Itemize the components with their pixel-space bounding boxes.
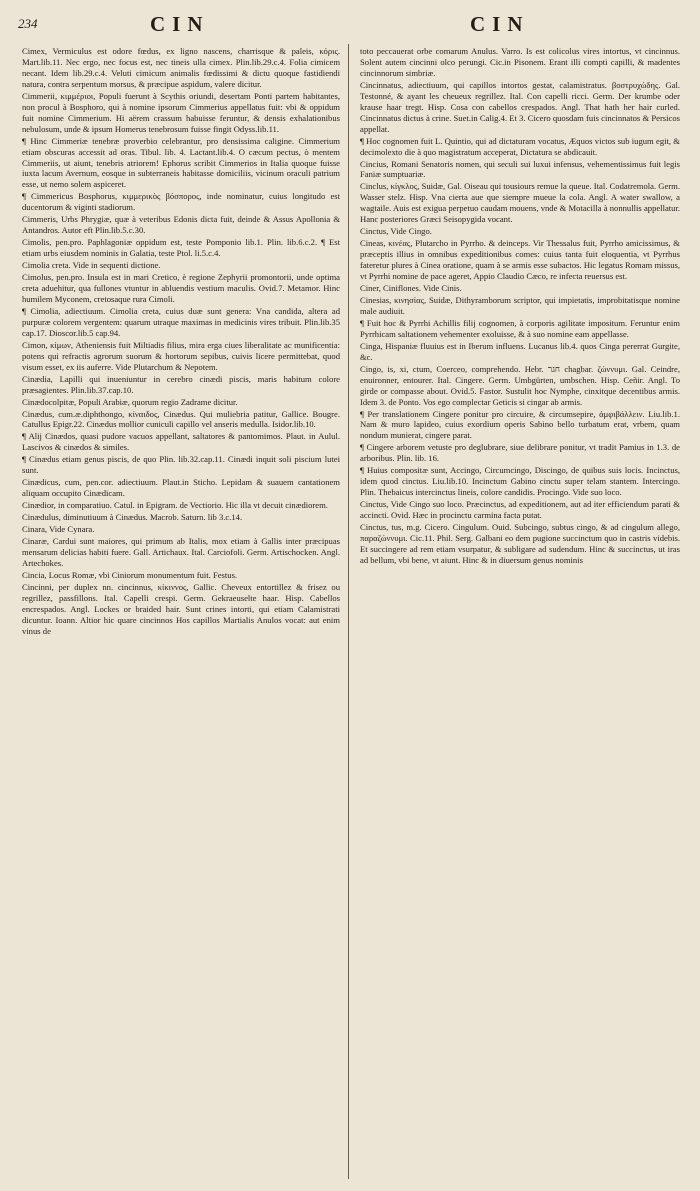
entry: Cinclus, κίγκλος, Suidæ, Gal. Oiseau qui tousiours remue la queue. Ital. Codatremola. Germ. Wasser stelz. Hisp. Vna cierta aue que siempre mueue la cola. Angl. A water swallow, a wagtaile. Auis est exigua perpetuo caudam mouens, vnde & Motacilla à nonnullis appellatur. Hanc posteriores Græci Seisopygida vocant. bbox=[360, 181, 680, 225]
page-header bbox=[0, 12, 700, 38]
entry: ¶ Hoc cognomen fuit L. Quintio, qui ad dictaturam vocatus, Æquos victos sub iugum egit, & decimolexto die à quo magistratum acceperat, Dictatura se abdicauit. bbox=[360, 135, 680, 157]
entry: Cimolus, pen.pro. Insula est in mari Cretico, è regione Zephyrii promontorii, unde optima creta aduehitur, qua fullones vtuntur in abluendis vestium maculis. Ovid.7. Metamor. Hinc humilem Myconem, cretosaque rura Cimoli. bbox=[22, 272, 340, 304]
entry: Cimmerii, κιμμέριοι, Populi fuerunt à Scythis oriundi, desertam Ponti partem habitantes, non procul à Bosphoro, qui à nomine ipsorum Cimmerius appellatus fuit: vbi & oppidum fuit nomine Cimmerium. Hi aërem crassum habuisse feruntur, & densis exhalationibus nebulosum, unde & ipsum Homerus tenebrosum fuisse fingit Odyss.lib.11. bbox=[22, 90, 340, 134]
entry: Ciner, Ciniflones. Vide Cinis. bbox=[360, 283, 462, 294]
entry: Cingo, is, xi, ctum, Coerceo, comprehendo. Hebr. חגר chagbar. ζώννυμι. Gal. Ceindre, enuironner, entourer. Ital. Cingere. Germ. Umbgürten, umbschen. Hisp. Ceñir. Angl. To girde or compasse about. Ovid.5. Fastor. Sustulit hoc Nymphe, cinxitque decentibus armis. Idem 3. de Ponto. Vos ego complectar Geticis si cingar ab armis. bbox=[360, 363, 680, 407]
entry: Cimmeris, Urbs Phrygiæ, quæ à veteribus Edonis dicta fuit, deinde & Assus Apollonia & Antandros. Autor eft Plin.lib.5.c.30. bbox=[22, 214, 340, 236]
entry: ¶ Cinædus etiam genus piscis, de quo Plin. lib.32.cap.11. Cinædi inquit soli piscium lutei sunt. bbox=[22, 454, 340, 476]
entry: Cinara, Vide Cynara. bbox=[22, 524, 95, 535]
entry: Cinctus, Vide Cingo suo loco. Præcinctus, ad expeditionem, aut ad iter efficiendum parati & accincti. Ovid. Hæc in procinctu carmina facta putat. bbox=[360, 499, 680, 521]
entry: Cinædior, in comparatiuo. Catul. in Epigram. de Vectiorio. Hic illa vt decuit cinædiorem. bbox=[22, 500, 328, 511]
entry: Cimon, κίμων, Atheniensis fuit Miltiadis filius, mira erga ciues liberalitate ac munificentia: potens qui refractis agrorum suorum & hortorum sepibus, cuivis licere permittebat, quod visum esset, ex iis auferre. Vide Plutarchum & Nepotem. bbox=[22, 339, 340, 372]
entry: Cinctus, tus, m.g. Cicero. Cingulum. Ouid. Subcingo, subtus cingo, & ad cingulum allego, παραζώννυμι. Cic.11. Phil. Serg. Galbani eo dem pugione succinctum quo in castris videbis. Et succingere ad rem etiam vsurpatur, & subligare ad sudendum. Hinc & succinctus, ut iras ad bellum, vbi bene, vt aiunt. Hinc & in diuersum genus nominis bbox=[360, 522, 680, 565]
entry: Cincinni, per duplex nn. cincinnus, κίκιννος, Gallic. Cheveux entortillez & frisez ou regrillez, passfillons. Ital. Capelli crespi. Germ. Gekraeuselte haar. Hisp. Cabellos encrespados. Angl. Lockes or braided hair. Sunt crines intorti, qui etiam Calamistrati dicuntur. Ioann. Altior hic quare cincinnos Hos capillos Martialis Anulos vocat: aut enim vinus de bbox=[22, 581, 340, 636]
column-divider bbox=[348, 44, 349, 1179]
entry: Cimex, Vermiculus est odore fœdus, ex ligno nascens, charrisque & paleis, κόρις. Mart.lib.11. Nec ergo, nec focus est, nec tineis ulla cimex. Plin.lib.29.c.4. Folia cimicem necant. Idem lib.29.c.4. Veluti cimicum animalis fœdissimi & dictu quoque fastidiendi natura, contra serpentum morsus, & præcipue aspidum, valere dicitur. bbox=[22, 46, 340, 89]
entry: Cinga, Hispaniæ fluuius est in Iberum influens. Lucanus lib.4. quos Cinga pererrat Gurgite, &c. bbox=[360, 340, 680, 362]
entry: Cinædia, Lapilli qui inueniuntur in cerebro cinædi piscis, maris habitum colore præsagientes. Plin.lib.37.cap.10. bbox=[22, 373, 340, 395]
entry: ¶ Per translationem Cingere ponitur pro circuire, & circumsepire, ἀμφιβάλλειν. Liu.lib.1. Nam & muro lapideo, cuius exordium operis Sabino bello turbatum erat, vrbem, quam nondum munierat, cingere parat. bbox=[360, 408, 680, 441]
entry: toto peccauerat orbe comarum Anulus. Varro. Is est colicolus vires intortus, vt cincinnus. Solent autem cincinni olco perungi. Cic.in Pisonem. Erant illi compti capilli, & madentes cincinnorum simbriæ. bbox=[360, 46, 680, 78]
entry: Cimolis, pen.pro. Paphlagoniæ oppidum est, teste Pomponio lib.1. Plin. lib.6.c.2. ¶ Est etiam urbs eiusdem nominis in Galatia, teste Ptol. li.5.c.4. bbox=[22, 237, 340, 259]
entry: ¶ Cimolia, adiectiuum. Cimolia creta, cuius duæ sunt genera: Vna candida, altera ad purpuræ colorem vergentem: quarum utraque maximas in medicinis vires tribuit. Plin.lib.35 cap.17. Dioscor.lib.5 cap.94. bbox=[22, 305, 340, 338]
entry: Cincia, Locus Romæ, vbi Ciniorum monumentum fuit. Festus. bbox=[22, 569, 238, 580]
right-column bbox=[360, 46, 680, 1181]
entry: Cinaræ, Cardui sunt maiores, qui primum ab Italis, mox etiam à Gallis inter præcipuas mensarum delicias habiti fuere. Gall. Artichaux. Ital. Carciofoli. Germ. Artischocken. Angl. Artechokes. bbox=[22, 535, 340, 568]
entry: Cinædocolpitæ, Populi Arabiæ, quorum regio Zadrame dicitur. bbox=[22, 396, 238, 407]
running-head-left: CIN bbox=[150, 12, 210, 36]
entry: ¶ Cingere arborem vetuste pro deglubrare, siue delibrare ponitur, vt tradit Pamius in 1.3. de arboribus. Plin. lib. 16. bbox=[360, 442, 680, 464]
entry: Cinædus, cum.æ.diphthongo, κίναιδος, Cinædus. Qui muliebria patitur, Gallice. Bougre. Catullus Epigr.22. Cinædus mollior cuniculi capillo vel anseris medulla. Isidor.lib.10. bbox=[22, 408, 340, 430]
entry: Cincinnatus, adiectiuum, qui capillos intortos gestat, calamistratus. βοστρυχώδης. Gal. Testonné, & ayant les cheueux regrillez. Ital. Con capelli ricci. Germ. Der krumbe oder krause haar tregt. Hisp. Cosa con cabellos crespados. Angl. That hath her hair curled. Cincinnatus dictus à crine. Suet.in Calig.4. Et 3. Cicero quosdam fuis cincinnatos & Persicos appellat. bbox=[360, 79, 680, 134]
running-head-right: CIN bbox=[470, 12, 530, 36]
entry: Cinesias, κινησίας, Suidæ, Dithyramborum scriptor, qui impietatis, improbitatisque nomine male audiuit. bbox=[360, 294, 680, 316]
entry: Cincius, Romani Senatoris nomen, qui seculi sui luxui infensus, vehementissimus fuit legis Faniæ sumptuariæ. bbox=[360, 158, 680, 180]
entry: Cimolia creta. Vide in sequenti dictione. bbox=[22, 260, 161, 271]
page-number: 234 bbox=[18, 16, 38, 31]
entry: ¶ Alij Cinædos, quasi pudore vacuos appellant, saltatores & pantomimos. Plaut. in Aulul. Lascivos & cinædos & similes. bbox=[22, 431, 340, 453]
left-column bbox=[22, 46, 340, 1181]
entry: Cinctus, Vide Cingo. bbox=[360, 226, 432, 237]
entry: Cineas, κινέας, Plutarcho in Pyrrho. & deinceps. Vir Thessalus fuit, Pyrrho amicissimus, & præceptis illius in omnibus expeditionibus comes: cuius tanta fuit eloquentia, vt Pyrrhus fateretur plures à Cinea oratione, quam à se armis esse subactos. Hic legatus Romam missus, vt Pyrrhi nomine de pace ageret, Appio Claudio Cæco, re infecta reuersus est. bbox=[360, 238, 680, 282]
entry: ¶ Cimmericus Bosphorus, κιμμερικὸς βόσπορος, inde nominatur, cuius longitudo est ducentorum & viginti stadiorum. bbox=[22, 191, 340, 213]
entry: ¶ Huius compositæ sunt, Accingo, Circumcingo, Discingo, de quibus suis locis. Incinctus, idem quod cinctus. Liu.lib.10. Incinctum Gabino cinctu super telam stantem. Intercingo. Plin. Thebaicus intercinctus lineis, colore candidis. Procingo. Vide suo loco. bbox=[360, 465, 680, 498]
entry: Cinædicus, cum, pen.cor. adiectiuum. Plaut.in Sticho. Lepidam & suauem cantationem aliquam occupito Cinædicam. bbox=[22, 477, 340, 499]
entry: ¶ Fuit hoc & Pyrrhi Achillis filij cognomen, à corporis agilitate impositum. Feruntur enim Pyrrhicam saltationem vehementer exoluisse, & à suo nomine eam appellasse. bbox=[360, 317, 680, 339]
entry: Cinædulus, diminutiuum à Cinædus. Macrob. Saturn. lib 3.c.14. bbox=[22, 512, 243, 523]
entry: ¶ Hinc Cimmeriæ tenebræ proverbio celebrantur, pro densissima caligine. Cimmerium etiam obscuras accessit ad oras. Tibul. lib. 4. Lactant.lib.4. O cæcum pectus, ò mentem Cimmeriis, ut aiunt, tenebris atriorem! Ephorus scribit Cimmerios in Italia quoque fuisse iuxta lacum Avernum, eosque in subterraneis habitasse domiciliis, vicinum oraculi patrium esse, ut nemo solem aspiceret. bbox=[22, 135, 340, 190]
